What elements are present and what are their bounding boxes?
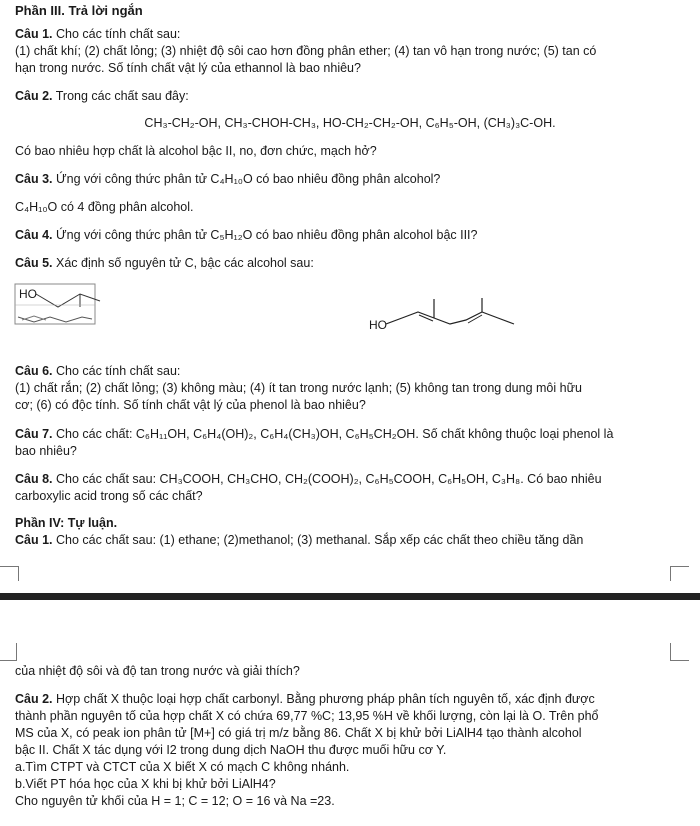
e2-line1-row <box>15 692 595 706</box>
e2-line7: Cho nguyên tử khối của H = 1; C = 12; O = 16 và Na =23. <box>15 794 335 808</box>
e2-line3: MS của X, có peak ion phân tử [M+] có giá trị m/z bằng 86. Chất X bị khử bởi LiAlH4 tạo thành alcohol <box>15 726 582 740</box>
page-corner-tr <box>670 566 689 581</box>
q6-intro: Cho các tính chất sau: <box>52 364 181 378</box>
e2-line5: a.Tìm CTPT và CTCT của X biết X có mạch C không nhánh. <box>15 760 350 774</box>
q5-struct1-ho: HO <box>19 287 37 301</box>
q4-label: Câu 4. <box>15 228 53 242</box>
e2-line4: bậc II. Chất X tác dụng với I2 trong dung dịch NaOH thu được muối hữu cơ Y. <box>15 743 447 757</box>
q1-heading <box>15 27 180 41</box>
q8-label: Câu 8. <box>15 472 53 486</box>
q4-text: Ứng với công thức phân tử C₅H₁₂O có bao nhiêu đồng phân alcohol bậc III? <box>52 228 478 242</box>
e1-line1-row <box>15 533 583 547</box>
q3-label: Câu 3. <box>15 172 53 186</box>
q8-line1-row <box>15 472 602 486</box>
e1-line1: Cho các chất sau: (1) ethane; (2)methanol; (3) methanal. Sắp xếp các chất theo chiều tăng dần <box>52 533 584 547</box>
part4-title: Phần IV: Tự luận. <box>15 516 118 530</box>
q5-structure-2 <box>386 296 516 338</box>
q3-text-line <box>15 172 440 186</box>
q6-line1: (1) chất rắn; (2) chất lỏng; (3) không màu; (4) ít tan trong nước lạnh; (5) không tan trong dung môi hữu <box>15 381 582 395</box>
q6-label: Câu 6. <box>15 364 53 378</box>
q6-heading <box>15 364 180 378</box>
q1-intro: Cho các tính chất sau: <box>52 27 181 41</box>
q8-line2: carboxylic acid trong số các chất? <box>15 489 203 503</box>
q2-intro: Trong các chất sau đây: <box>52 89 189 103</box>
q7-line1-row <box>15 427 613 441</box>
q5-text: Xác định số nguyên tử C, bậc các alcohol sau: <box>52 256 314 270</box>
q7-line2: bao nhiêu? <box>15 444 77 458</box>
page-corner-tl <box>0 566 19 581</box>
q2-label: Câu 2. <box>15 89 53 103</box>
q2-question: Có bao nhiêu hợp chất là alcohol bậc II, no, đơn chức, mạch hở? <box>15 144 377 158</box>
q2-heading <box>15 89 189 103</box>
q2-formulas: CH₃-CH₂-OH, CH₃-CHOH-CH₃, HO-CH₂-CH₂-OH, C₆H₅-OH, (CH₃)₃C-OH. <box>144 116 556 130</box>
q5-text-line <box>15 256 314 270</box>
q7-line1: Cho các chất: C₆H₁₁OH, C₆H₄(OH)₂, C₆H₄(CH₃)OH, C₆H₅CH₂OH. Số chất không thuộc loại phenol là <box>52 427 614 441</box>
page-corner-bl <box>0 643 17 661</box>
q1-label: Câu 1. <box>15 27 53 41</box>
q1-line1: (1) chất khí; (2) chất lỏng; (3) nhiệt độ sôi cao hơn đồng phân ether; (4) tan vô hạn trong nước; (5) tan có <box>15 44 597 58</box>
q3-text: Ứng với công thức phân tử C₄H₁₀O có bao nhiêu đồng phân alcohol? <box>52 172 441 186</box>
page-divider <box>0 593 700 600</box>
q5-label: Câu 5. <box>15 256 53 270</box>
q8-line1: Cho các chất sau: CH₃COOH, CH₃CHO, CH₂(COOH)₂, C₆H₅COOH, C₆H₅OH, C₃H₈. Có bao nhiêu <box>52 472 602 486</box>
part3-title: Phần III. Trả lời ngắn <box>15 3 143 18</box>
q6-line2: cơ; (6) có độc tính. Số tính chất vật lý của phenol là bao nhiêu? <box>15 398 366 412</box>
q1-line2: hạn trong nước. Số tính chất vật lý của ethannol là bao nhiêu? <box>15 61 361 75</box>
q4-text-line <box>15 228 478 242</box>
q3-answer: C₄H₁₀O có 4 đồng phân alcohol. <box>15 200 194 214</box>
e2-label: Câu 2. <box>15 692 53 706</box>
e1-line2: của nhiệt độ sôi và độ tan trong nước và giải thích? <box>15 664 300 678</box>
page-corner-br <box>670 643 689 661</box>
q5-struct2-ho: HO <box>369 318 387 332</box>
q7-label: Câu 7. <box>15 427 53 441</box>
e2-line1: Hợp chất X thuộc loại hợp chất carbonyl. Bằng phương pháp phân tích nguyên tố, xác định được <box>52 692 595 706</box>
e2-line6: b.Viết PT hóa học của X khi bị khử bởi LiAlH4? <box>15 777 276 791</box>
e2-line2: thành phần nguyên tố của hợp chất X có chứa 69,77 %C; 13,95 %H về khối lượng, còn lại là O. Trên phổ <box>15 709 599 723</box>
e1-label: Câu 1. <box>15 533 53 547</box>
